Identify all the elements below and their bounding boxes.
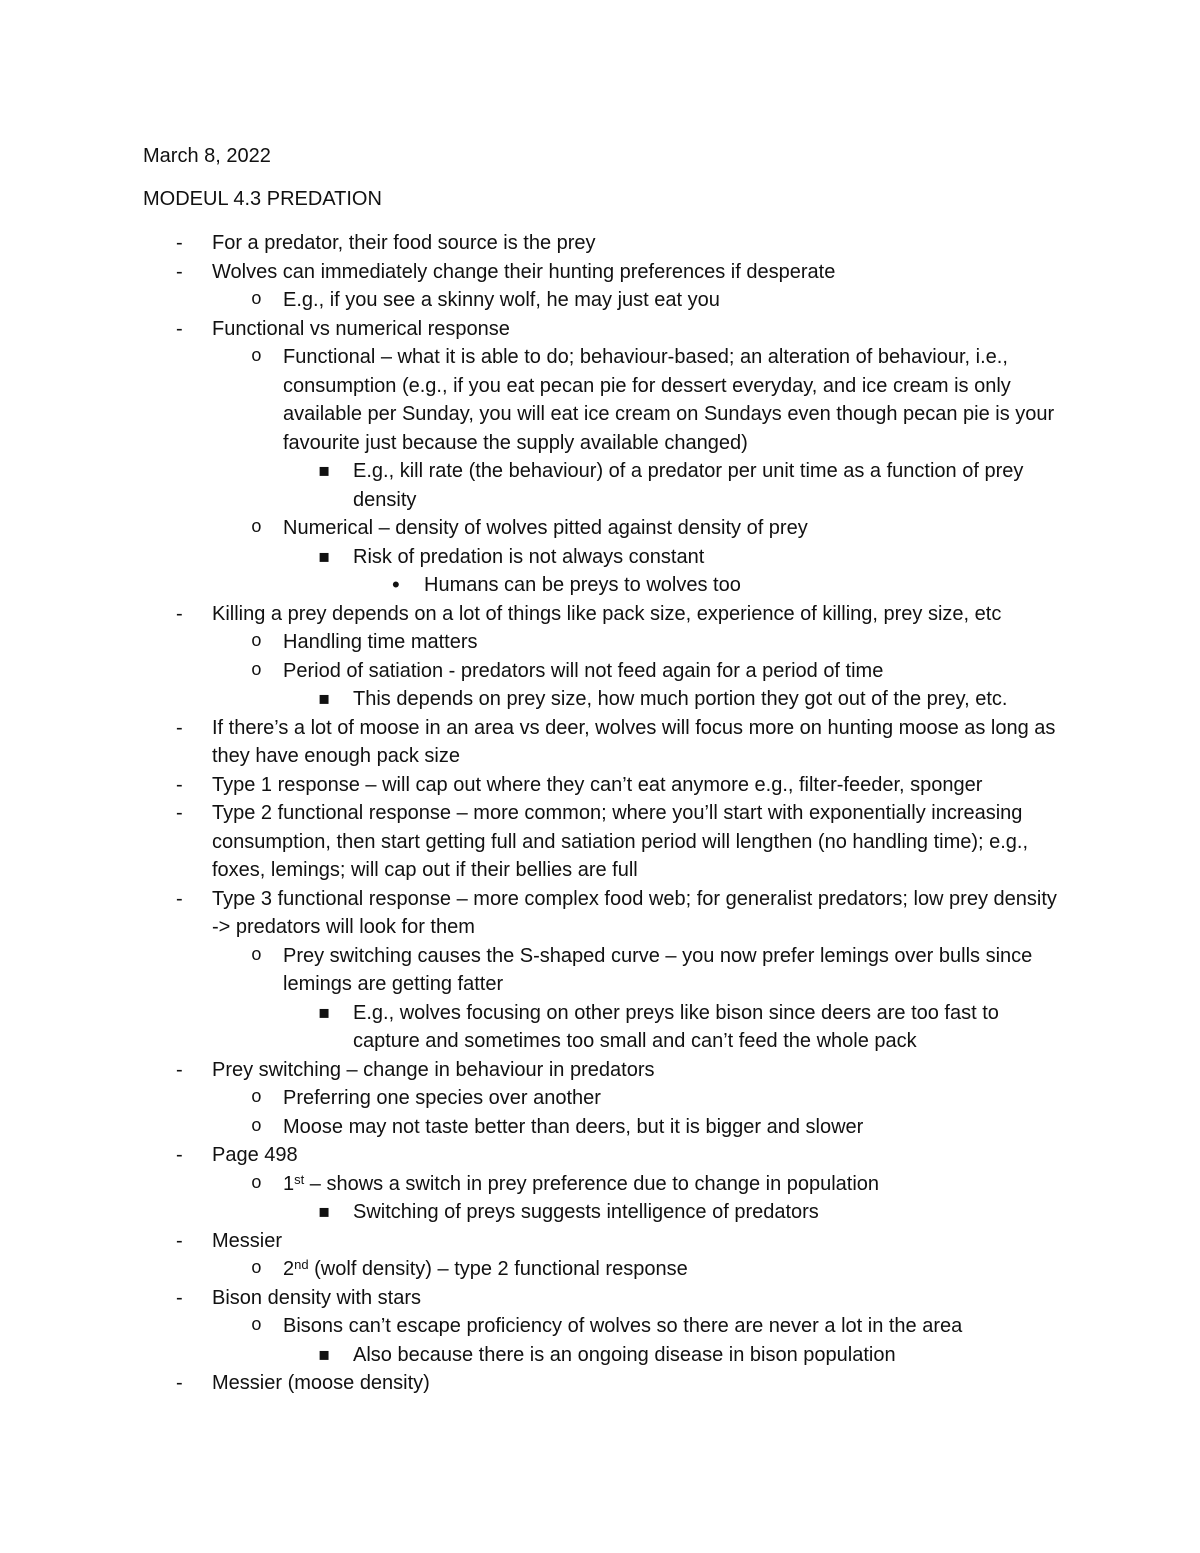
note-item: [0, 1312, 1200, 1341]
dash-marker: -: [176, 773, 183, 796]
note-text: Risk of predation is not always constant: [353, 545, 705, 568]
note-item: [0, 657, 1200, 686]
note-text: Type 1 response – will cap out where they can’t eat anymore e.g., filter-feeder, sponger: [212, 773, 983, 796]
circle-marker: o: [251, 1088, 262, 1108]
note-text: capture and sometimes too small and can’t feed the whole pack: [353, 1030, 917, 1052]
date-heading: March 8, 2022: [143, 145, 271, 167]
note-line: [0, 1312, 1200, 1341]
note-text: E.g., wolves focusing on other preys like bison since deers are too fast to: [353, 1001, 999, 1024]
note-text: Wolves can immediately change their hunting preferences if desperate: [212, 260, 836, 283]
note-text: If there’s a lot of moose in an area vs deer, wolves will focus more on hunting moose as long as: [212, 716, 1056, 739]
note-item: [0, 942, 1200, 999]
note-text: Functional vs numerical response: [212, 317, 510, 340]
note-line: [0, 885, 1200, 914]
circle-marker: o: [251, 1316, 262, 1336]
note-line: [0, 828, 1200, 857]
dot-marker: •: [392, 572, 400, 597]
note-text: lemings are getting fatter: [283, 973, 504, 995]
note-line: [0, 343, 1200, 372]
note-item: [0, 885, 1200, 942]
dash-marker: -: [176, 1286, 183, 1309]
circle-marker: o: [251, 660, 262, 681]
note-text: This depends on prey size, how much portion they got out of the prey, etc.: [353, 688, 1008, 710]
dash-marker: -: [176, 1372, 183, 1394]
note-item: [0, 571, 1200, 600]
note-line: [0, 1284, 1200, 1313]
note-item: [0, 229, 1200, 258]
ordinal-suffix: st: [294, 1171, 305, 1187]
note-item: [0, 600, 1200, 629]
note-text: density: [353, 488, 417, 511]
note-line: [0, 1227, 1200, 1256]
note-item: [0, 799, 1200, 885]
circle-marker: o: [251, 945, 262, 966]
note-line: [0, 286, 1200, 315]
note-line: [0, 258, 1200, 287]
ordinal-number: 2: [283, 1258, 295, 1280]
note-line: [0, 1341, 1200, 1370]
note-item: [0, 1113, 1200, 1142]
note-text: Numerical – density of wolves pitted against density of prey: [283, 517, 808, 539]
ordinal-suffix: nd: [294, 1257, 309, 1272]
dash-marker: -: [176, 1229, 183, 1252]
note-text: Also because there is an ongoing disease in bison population: [353, 1343, 896, 1366]
note-text: available per Sunday, you will eat ice cream on Sundays even though pecan pie is your: [283, 403, 1055, 425]
note-line: [0, 942, 1200, 971]
circle-marker: o: [251, 1173, 262, 1194]
note-text: Messier (moose density): [212, 1372, 430, 1394]
note-line: [0, 400, 1200, 429]
note-line: [0, 742, 1200, 771]
note-line: [0, 628, 1200, 657]
note-line: [0, 457, 1200, 486]
note-line: [0, 970, 1200, 999]
ordinal-number: 1: [283, 1172, 295, 1195]
circle-marker: o: [251, 632, 262, 652]
note-text: For a predator, their food source is the prey: [212, 232, 596, 254]
note-text: [283, 1255, 688, 1284]
note-line: [0, 1255, 1200, 1284]
note-text-rest: – shows a switch in prey preference due to change in population: [304, 1172, 880, 1195]
note-text: Type 2 functional response – more common; where you’ll start with exponentially increasing: [212, 802, 1023, 824]
note-text: Type 3 functional response – more complex food web; for generalist predators; low prey density: [212, 887, 1057, 910]
note-line: [0, 771, 1200, 800]
note-text-rest: (wolf density) – type 2 functional response: [308, 1258, 688, 1280]
note-text: Functional – what it is able to do; behaviour-based; an alteration of behaviour, i.e.,: [283, 346, 1008, 368]
note-text: Handling time matters: [283, 631, 478, 653]
dash-marker: -: [176, 887, 183, 910]
note-item: [0, 543, 1200, 572]
note-text: favourite just because the supply available changed): [283, 431, 748, 454]
note-line: [0, 685, 1200, 714]
note-item: [0, 457, 1200, 514]
note-text: Preferring one species over another: [283, 1087, 601, 1109]
note-item: [0, 514, 1200, 543]
dash-marker: -: [176, 1058, 183, 1081]
note-item: [0, 685, 1200, 714]
notes-list: [0, 229, 1200, 1398]
dash-marker: -: [176, 802, 183, 824]
note-item: [0, 1227, 1200, 1256]
dash-marker: -: [176, 602, 183, 625]
note-text: Prey switching – change in behaviour in predators: [212, 1058, 655, 1081]
module-title: MODEUL 4.3 PREDATION: [143, 188, 382, 210]
note-text: Killing a prey depends on a lot of things like pack size, experience of killing, prey size, etc: [212, 602, 1002, 625]
note-item: [0, 1170, 1200, 1199]
dash-marker: -: [176, 317, 183, 340]
note-line: [0, 799, 1200, 828]
note-item: [0, 771, 1200, 800]
note-item: [0, 628, 1200, 657]
dash-marker: -: [176, 232, 183, 254]
square-marker: ▪: [318, 688, 331, 709]
note-line: [0, 1113, 1200, 1142]
note-text: Moose may not taste better than deers, but it is bigger and slower: [283, 1115, 864, 1138]
note-item: [0, 999, 1200, 1056]
note-text: consumption, then start getting full and satiation period will lengthen (no handling time); e.g.,: [212, 830, 1029, 853]
square-marker: ▪: [318, 1201, 331, 1222]
square-marker: ▪: [318, 1001, 331, 1023]
note-line: [0, 1369, 1200, 1398]
note-item: [0, 1084, 1200, 1113]
note-text: Humans can be preys to wolves too: [424, 574, 741, 596]
note-line: [0, 913, 1200, 942]
note-text: Period of satiation - predators will not feed again for a period of time: [283, 659, 884, 682]
note-text: [283, 1170, 879, 1199]
note-item: [0, 1141, 1200, 1170]
note-text: -> predators will look for them: [212, 916, 475, 938]
note-item: [0, 258, 1200, 287]
note-item: [0, 1255, 1200, 1284]
note-line: [0, 1056, 1200, 1085]
dash-marker: -: [176, 1144, 183, 1166]
note-line: [0, 429, 1200, 458]
circle-marker: o: [251, 518, 262, 538]
note-line: [0, 714, 1200, 743]
note-line: [0, 229, 1200, 258]
note-text: E.g., kill rate (the behaviour) of a predator per unit time as a function of prey: [353, 460, 1024, 482]
dash-marker: -: [176, 260, 183, 283]
note-line: [0, 543, 1200, 572]
note-text: consumption (e.g., if you eat pecan pie for dessert everyday, and ice cream is only: [283, 374, 1011, 397]
note-item: [0, 343, 1200, 457]
note-text: Prey switching causes the S-shaped curve – you now prefer lemings over bulls since: [283, 944, 1033, 967]
note-line: [0, 1027, 1200, 1056]
note-line: [0, 1141, 1200, 1170]
circle-marker: o: [251, 1116, 262, 1137]
note-line: [0, 1084, 1200, 1113]
circle-marker: o: [251, 290, 262, 310]
note-text: Switching of preys suggests intelligence of predators: [353, 1201, 819, 1223]
note-item: [0, 1341, 1200, 1370]
note-line: [0, 571, 1200, 600]
note-item: [0, 1369, 1200, 1398]
note-text: Bisons can’t escape proficiency of wolves so there are never a lot in the area: [283, 1315, 963, 1337]
note-text: they have enough pack size: [212, 745, 460, 767]
note-line: [0, 999, 1200, 1028]
note-text: Messier: [212, 1229, 283, 1252]
square-marker: ▪: [318, 1343, 331, 1365]
note-line: [0, 1198, 1200, 1227]
circle-marker: o: [251, 1259, 262, 1279]
dash-marker: -: [176, 716, 183, 739]
note-line: [0, 372, 1200, 401]
note-text: E.g., if you see a skinny wolf, he may just eat you: [283, 289, 720, 311]
note-line: [0, 514, 1200, 543]
note-line: [0, 1170, 1200, 1199]
note-line: [0, 856, 1200, 885]
note-line: [0, 315, 1200, 344]
note-item: [0, 1056, 1200, 1085]
circle-marker: o: [251, 347, 262, 367]
note-text: foxes, lemings; will cap out if their bellies are full: [212, 859, 638, 881]
note-line: [0, 657, 1200, 686]
note-line: [0, 600, 1200, 629]
note-item: [0, 1284, 1200, 1313]
note-text: Page 498: [212, 1144, 298, 1166]
square-marker: ▪: [318, 545, 331, 567]
note-line: [0, 486, 1200, 515]
note-item: [0, 286, 1200, 315]
note-text: Bison density with stars: [212, 1286, 421, 1309]
square-marker: ▪: [318, 460, 331, 481]
note-item: [0, 714, 1200, 771]
note-item: [0, 1198, 1200, 1227]
note-item: [0, 315, 1200, 344]
